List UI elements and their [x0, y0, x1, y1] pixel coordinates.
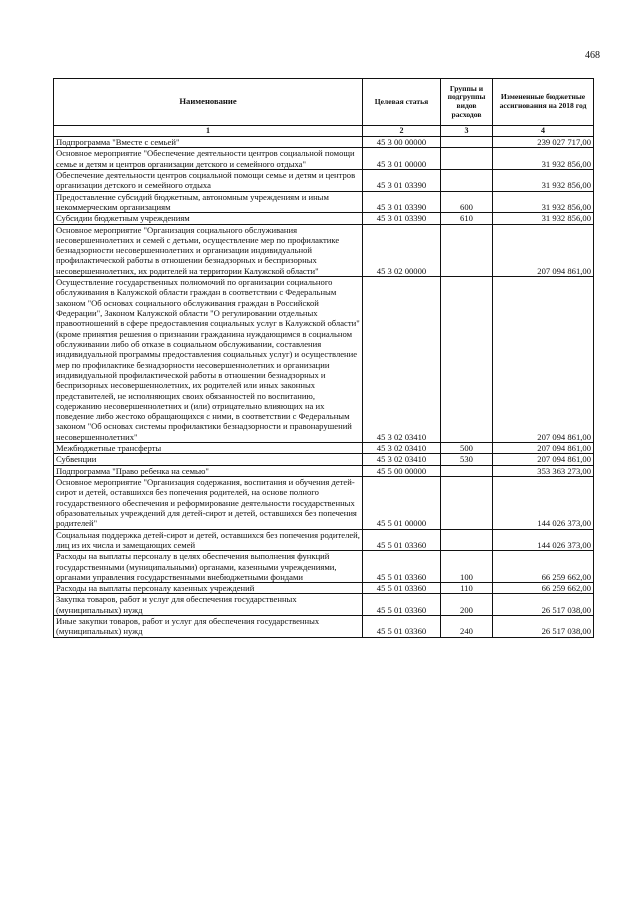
- row-name: Расходы на выплаты персоналу казенных учреждений: [54, 583, 363, 594]
- row-group: [441, 477, 493, 530]
- row-name: Субвенции: [54, 454, 363, 465]
- row-group: [441, 224, 493, 277]
- header-code: Целевая статья: [363, 79, 441, 126]
- table-row: [54, 148, 594, 170]
- row-name: Основное мероприятие "Обеспечение деятельности центров социальной помощи семье и детям и центров организации детского и семейного отдыха": [54, 148, 363, 170]
- header-name: Наименование: [54, 79, 363, 126]
- row-amount: 31 932 856,00: [493, 169, 594, 191]
- row-group: 240: [441, 616, 493, 638]
- table-row: [54, 616, 594, 638]
- row-amount: 31 932 856,00: [493, 148, 594, 170]
- row-code: 45 3 01 03390: [363, 213, 441, 224]
- row-amount: 353 363 273,00: [493, 465, 594, 476]
- table-row: [54, 169, 594, 191]
- table-row: [54, 213, 594, 224]
- row-group: [441, 529, 493, 551]
- row-code: 45 5 01 03360: [363, 594, 441, 616]
- row-code: 45 5 01 03360: [363, 529, 441, 551]
- table-body: [54, 137, 594, 638]
- row-amount: 26 517 038,00: [493, 616, 594, 638]
- row-name: Субсидии бюджетным учреждениям: [54, 213, 363, 224]
- column-number-row: [54, 126, 594, 137]
- column-number: 1: [54, 126, 363, 137]
- row-name: Межбюджетные трансферты: [54, 443, 363, 454]
- row-name: Иные закупки товаров, работ и услуг для обеспечения государственных (муниципальных) нужд: [54, 616, 363, 638]
- row-code: 45 3 02 03410: [363, 454, 441, 465]
- column-number: 4: [493, 126, 594, 137]
- table-row: [54, 529, 594, 551]
- table-row: [54, 277, 594, 443]
- table-row: [54, 454, 594, 465]
- row-name: Предоставление субсидий бюджетным, автономным учреждениям и иным некоммерческим организациям: [54, 191, 363, 213]
- row-amount: 66 259 662,00: [493, 551, 594, 583]
- row-code: 45 3 01 03390: [363, 191, 441, 213]
- row-group: [441, 169, 493, 191]
- table-row: [54, 224, 594, 277]
- row-amount: 26 517 038,00: [493, 594, 594, 616]
- row-code: 45 3 02 03410: [363, 277, 441, 443]
- row-code: 45 5 01 03360: [363, 583, 441, 594]
- row-code: 45 3 00 00000: [363, 137, 441, 148]
- row-group: 600: [441, 191, 493, 213]
- row-group: 200: [441, 594, 493, 616]
- header-row: [54, 79, 594, 126]
- row-group: [441, 148, 493, 170]
- row-name: Подпрограмма "Право ребенка на семью": [54, 465, 363, 476]
- row-amount: 144 026 373,00: [493, 477, 594, 530]
- row-amount: 144 026 373,00: [493, 529, 594, 551]
- row-group: [441, 137, 493, 148]
- row-code: 45 5 00 00000: [363, 465, 441, 476]
- table-row: [54, 465, 594, 476]
- row-code: 45 3 02 00000: [363, 224, 441, 277]
- row-amount: 239 027 717,00: [493, 137, 594, 148]
- row-code: 45 5 01 03360: [363, 551, 441, 583]
- row-group: 530: [441, 454, 493, 465]
- budget-table: [53, 78, 594, 638]
- row-amount: 31 932 856,00: [493, 213, 594, 224]
- row-amount: 31 932 856,00: [493, 191, 594, 213]
- column-number: 2: [363, 126, 441, 137]
- row-amount: 66 259 662,00: [493, 583, 594, 594]
- row-name: Осуществление государственных полномочий по организации социального обслуживания в Калужской области граждан в соответствии с Федеральным законом "Об основах социального обслуживания граждан в Российской Федерации", Законом Калужской области "О регулировании отдельных правоотношений в сфере предоставления социальных услуг в Калужской области" (кроме принятия решения о признании гражданина нуждающимся в социальном обслуживании либо об отказе в социальном обслуживании, составления индивидуальной программы предоставления социальных услуг) и осуществление мер по профилактике безнадзорности несовершеннолетних и организации индивидуальной профилактической работы в отношении безнадзорных и беспризорных несовершеннолетних, их родителей или иных законных представителей, не исполняющих своих обязанностей по воспитанию, содержанию несовершеннолетних и (или) отрицательно влияющих на их поведение либо жестоко обращающихся с ними, в соответствии с Федеральным законом "Об основах системы профилактики безнадзорности и правонарушений несовершеннолетних": [54, 277, 363, 443]
- row-amount: 207 094 861,00: [493, 454, 594, 465]
- row-group: 110: [441, 583, 493, 594]
- row-code: 45 3 02 03410: [363, 443, 441, 454]
- row-name: Основное мероприятие "Организация содержания, воспитания и обучения детей-сирот и детей, оставшихся без попечения родителей, на основе полного государственного обеспечения и реформирование деятельности государственных образовательных учреждений для детей-сирот и детей, оставшихся без попечения родителей": [54, 477, 363, 530]
- row-group: 610: [441, 213, 493, 224]
- table-row: [54, 443, 594, 454]
- header-amount: Измененные бюджетные ассигнования на 2018 год: [493, 79, 594, 126]
- row-amount: 207 094 861,00: [493, 277, 594, 443]
- row-amount: 207 094 861,00: [493, 443, 594, 454]
- row-name: Подпрограмма "Вместе с семьей": [54, 137, 363, 148]
- row-group: [441, 465, 493, 476]
- row-name: Обеспечение деятельности центров социальной помощи семье и детям и центров организации детского и семейного отдыха: [54, 169, 363, 191]
- row-name: Расходы на выплаты персоналу в целях обеспечения выполнения функций государственными (муниципальными) органами, казенными учреждениями, органами управления государственными внебюджетными фондами: [54, 551, 363, 583]
- row-name: Социальная поддержка детей-сирот и детей, оставшихся без попечения родителей, лиц из их числа и замещающих семей: [54, 529, 363, 551]
- row-code: 45 5 01 00000: [363, 477, 441, 530]
- row-code: 45 5 01 03360: [363, 616, 441, 638]
- row-name: Закупка товаров, работ и услуг для обеспечения государственных (муниципальных) нужд: [54, 594, 363, 616]
- table-row: [54, 551, 594, 583]
- page-number: 468: [585, 50, 600, 61]
- table-row: [54, 594, 594, 616]
- row-name: Основное мероприятие "Организация социального обслуживания несовершеннолетних и семей с детьми, осуществление мер по профилактике безнадзорности несовершеннолетних и организации индивидуальной профилактической работы в отношении безнадзорных и беспризорных несовершеннолетних, их родителей на территории Калужской области": [54, 224, 363, 277]
- row-group: [441, 277, 493, 443]
- row-code: 45 3 01 03390: [363, 169, 441, 191]
- column-number: 3: [441, 126, 493, 137]
- row-group: 500: [441, 443, 493, 454]
- row-group: 100: [441, 551, 493, 583]
- table-row: [54, 477, 594, 530]
- table-row: [54, 137, 594, 148]
- row-code: 45 3 01 00000: [363, 148, 441, 170]
- header-group: Группы и подгруппы видов расходов: [441, 79, 493, 126]
- row-amount: 207 094 861,00: [493, 224, 594, 277]
- table-row: [54, 191, 594, 213]
- table-row: [54, 583, 594, 594]
